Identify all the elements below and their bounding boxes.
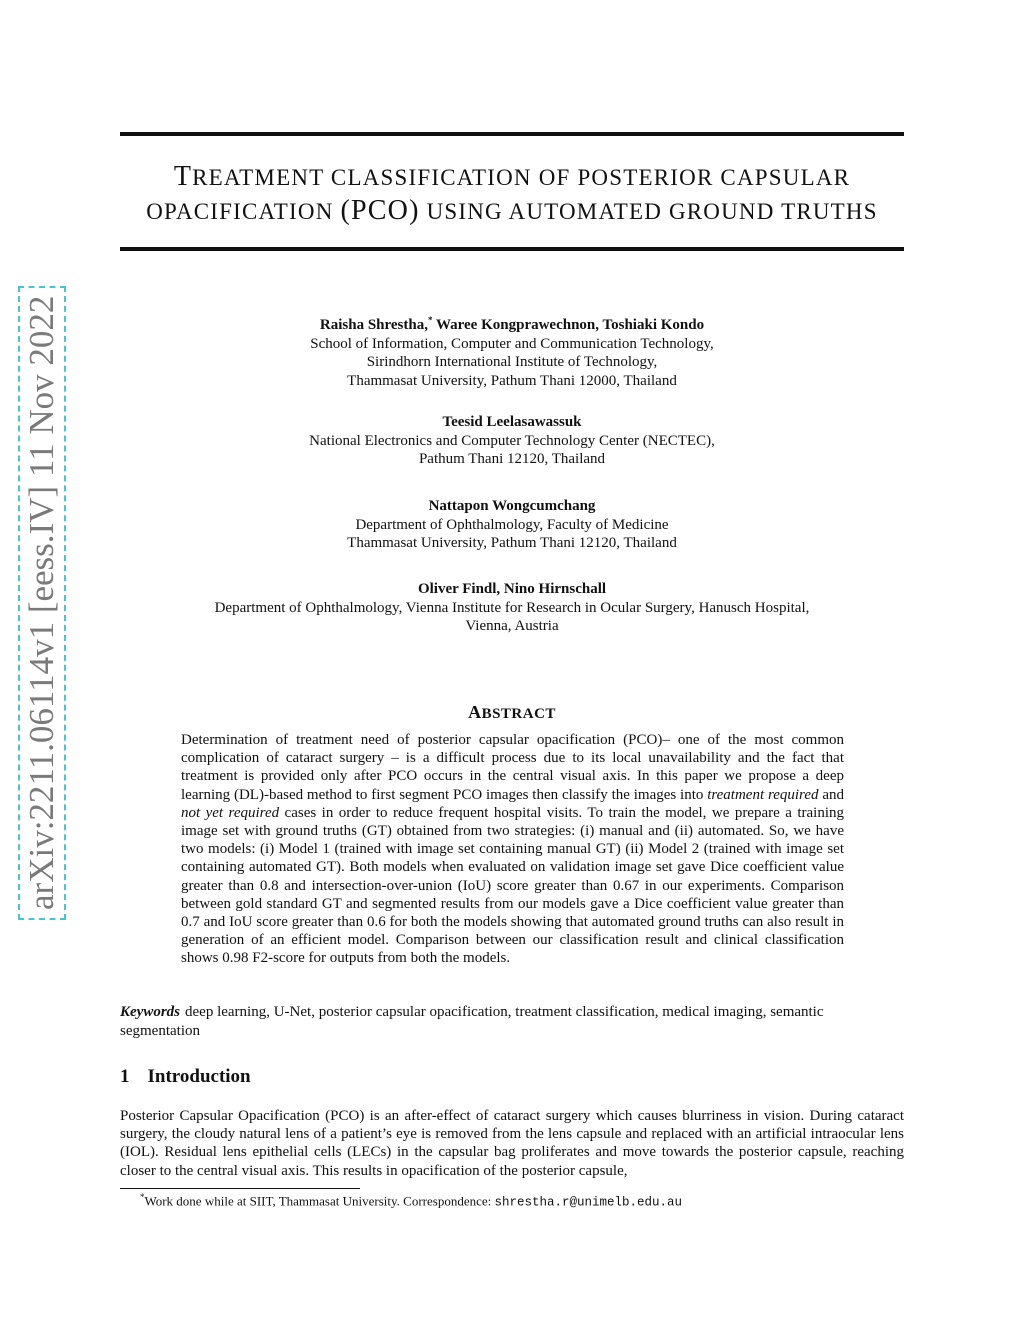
title-initial: T xyxy=(173,161,193,192)
author-group-3 xyxy=(120,497,904,553)
paper-title-line-2 xyxy=(120,196,904,227)
affiliation-line: Pathum Thani 12120, Thailand xyxy=(418,451,606,467)
affiliation-line: Vienna, Austria xyxy=(465,618,559,634)
affiliation-line: School of Information, Computer and Communication Technology, xyxy=(310,335,714,352)
author-names: Nattapon Wongcumchang xyxy=(428,498,596,514)
title-line-1-text: REATMENT CLASSIFICATION OF POSTERIOR CAPSULAR xyxy=(192,165,851,190)
affiliation-line: Department of Ophthalmology, Faculty of Medicine xyxy=(355,516,669,533)
author-name-shrestha: Raisha Shrestha, xyxy=(319,317,428,333)
section-number: 1 xyxy=(120,1066,130,1087)
abstract-heading-initial: A xyxy=(468,702,482,722)
abstract-text: cases in order to reduce frequent hospital visits. To train the model, we prepare a training image set with ground truths (GT) obtained from two strategies: (i) manual and (ii) automated. So, we have two models: (i) Model 1 (trained with image set containing manual GT) (ii) Model 2 (trained with image set containing automated GT). Both models when evaluated on validation image set gave Dice coefficient value greater than 0.8 and intersection-over-union (IoU) score greater than 0.67 in our experiments. Comparison between gold standard GT and segmented results from our models gave a Dice coefficient value greater than 0.7 and IoU score greater than 0.6 for both the models showing that automated ground truths can also result in generation of an efficient model. Comparison between our classification result and clinical classification shows 0.98 F2-score for outputs from both the models. xyxy=(181,804,844,967)
footnote-rule xyxy=(120,1188,360,1189)
title-line-2-after: USING AUTOMATED GROUND TRUTHS xyxy=(426,199,878,224)
footnote-mark: * xyxy=(140,1192,145,1202)
abstract-text: Determination of treatment need of posterior capsular opacification (PCO)– one of the most common complication of cataract surgery – is a difficult process due to its local unavailability and the fact that treatment is provided only after PCO occurs in the central visual axis. In this paper we propose a deep learning (DL)-based method to first segment PCO images then classify the images into xyxy=(181,732,844,803)
keywords-text: deep learning, U-Net, posterior capsular opacification, treatment classification, medical imaging, semantic segmentation xyxy=(120,1004,824,1039)
abstract-body xyxy=(181,731,844,968)
affiliation-line: Thammasat University, Pathum Thani 12120, Thailand xyxy=(347,535,677,551)
keywords xyxy=(120,1003,904,1041)
affiliation-line: National Electronics and Computer Technology Center (NECTEC), xyxy=(309,432,715,449)
affiliation-line: Sirindhorn International Institute of Technology, xyxy=(366,354,658,370)
title-line-2-paren: (PCO) xyxy=(340,195,420,226)
author-group-2 xyxy=(120,413,904,469)
footnote xyxy=(140,1192,682,1209)
author-names: Oliver Findl, Nino Hirnschall xyxy=(417,581,607,597)
affiliation-line: Thammasat University, Pathum Thani 12000, Thailand xyxy=(347,372,677,389)
abstract-italic-treatment-required: treatment required xyxy=(707,786,819,803)
abstract-text: and xyxy=(818,786,844,803)
abstract-italic-not-yet-required: not yet required xyxy=(181,804,280,821)
affiliation-line: Department of Ophthalmology, Vienna Institute for Research in Ocular Surgery, Hanusch Hospital, xyxy=(214,599,810,616)
section-title: Introduction xyxy=(147,1066,251,1087)
paper-title-line-1 xyxy=(120,162,904,193)
author-names-rest: Waree Kongprawechnon, Toshiaki Kondo xyxy=(432,317,705,333)
arxiv-stamp[interactable]: arXiv:2211.06114v1 [eess.IV] 11 Nov 2022 xyxy=(18,286,66,920)
author-footnote-mark[interactable]: * xyxy=(427,315,433,325)
footnote-email-link[interactable]: shrestha.r@unimelb.edu.au xyxy=(494,1195,683,1210)
abstract-heading xyxy=(120,702,904,723)
author-names: Teesid Leelasawassuk xyxy=(442,414,582,430)
keywords-label: Keywords xyxy=(120,1004,180,1020)
introduction-body: Posterior Capsular Opacification (PCO) is an after-effect of cataract surgery which causes blurriness in vision. During cataract surgery, the cloudy natural lens of a patient’s eye is removed from the lens capsule and replaced with an artificial intraocular lens (IOL). Residual lens epithelial cells (LECs) in the capsular bag proliferates and move towards the posterior capsule, reaching closer to the central visual axis. This results in opacification of the posterior capsule, xyxy=(120,1108,904,1179)
title-rule-bottom xyxy=(120,247,904,251)
author-names xyxy=(120,311,904,335)
abstract-heading-rest: BSTRACT xyxy=(481,706,556,722)
section-heading xyxy=(120,1066,251,1088)
title-line-2-before: OPACIFICATION xyxy=(146,199,334,224)
author-group-4 xyxy=(120,580,904,636)
author-group-1 xyxy=(120,311,904,390)
title-rule-top xyxy=(120,132,904,136)
footnote-text: Work done while at SIIT, Thammasat University. Correspondence: xyxy=(144,1193,495,1209)
